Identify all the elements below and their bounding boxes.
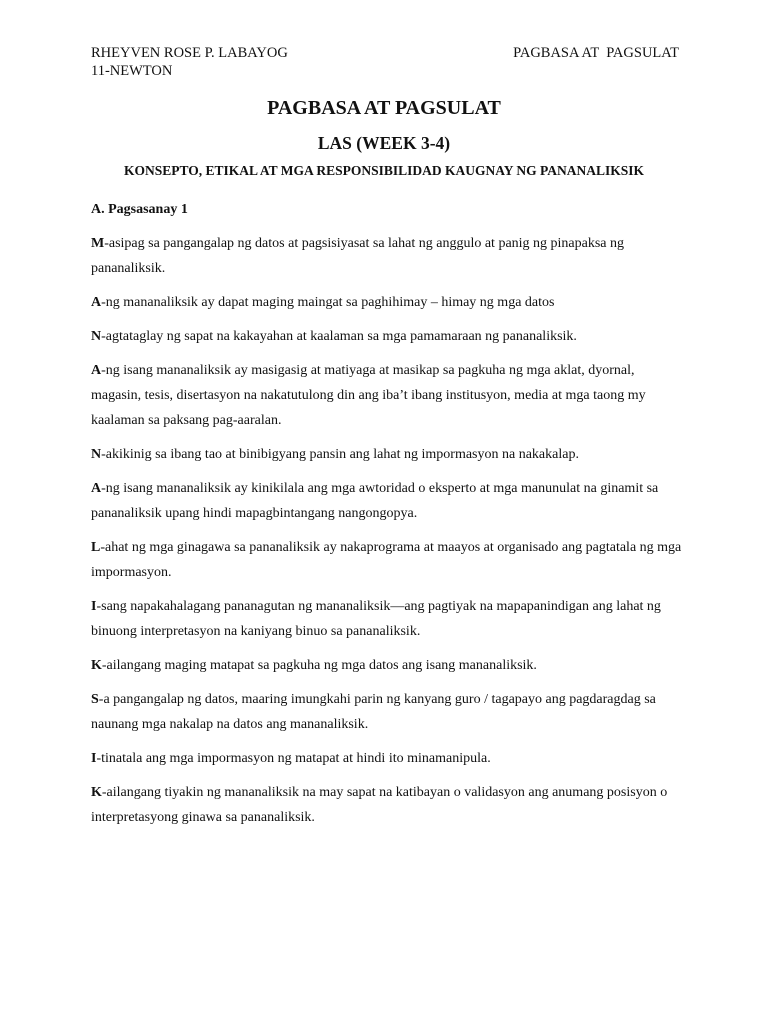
item-letter: L <box>91 540 101 555</box>
acrostic-item <box>91 653 683 678</box>
item-letter: A <box>91 363 102 378</box>
author-section: 11-NEWTON <box>91 63 173 79</box>
item-text: -ahat ng mga ginagawa sa pananaliksik ay nakaprograma at maayos at organisado ang pagtatala ng mga impormasyon. <box>91 540 682 580</box>
section-label: A. Pagsasanay 1 <box>91 202 188 217</box>
document-topic: KONSEPTO, ETIKAL AT MGA RESPONSIBILIDAD KAUGNAY NG PANANALIKSIK <box>123 163 645 178</box>
item-letter: I <box>91 599 97 614</box>
acrostic-item <box>91 535 683 585</box>
item-text: -ailangang tiyakin ng mananaliksik na may sapat na katibayan o validasyon ang anumang posisyon o interpretasyong ginawa sa pananaliksik. <box>91 785 668 825</box>
author-name: RHEYVEN ROSE P. LABAYOG <box>91 45 288 61</box>
acrostic-item <box>91 231 683 281</box>
item-letter: A <box>91 481 102 496</box>
item-text: -sang napakahalagang pananagutan ng mananaliksik—ang pagtiyak na mapapanindigan ang lahat ng binuong interpretasyon na kaniyang binuo sa pananaliksik. <box>91 599 661 639</box>
author-block <box>91 44 288 80</box>
acrostic-item <box>91 358 683 433</box>
item-letter: I <box>91 751 97 766</box>
item-text: -a pangangalap ng datos, maaring imungkahi parin ng kanyang guro / tagapayo ang pagdaragdag sa naunang mga nakalap na datos ang mananaliksik. <box>91 692 656 732</box>
acrostic-item <box>91 780 683 830</box>
acrostic-item <box>91 476 683 526</box>
item-text: -ailangang maging matapat sa pagkuha ng mga datos ang isang mananaliksik. <box>101 658 537 673</box>
acrostic-item <box>91 687 683 737</box>
item-text: -asipag sa pangangalap ng datos at pagsisiyasat sa lahat ng anggulo at panig ng pinapaksa ng pananaliksik. <box>91 236 625 276</box>
acrostic-item <box>91 324 683 349</box>
item-text: -ng isang mananaliksik ay kinikilala ang mga awtoridad o eksperto at mga manunulat na ginamit sa pananaliksik upang hindi mapagbintangang nangongopya. <box>91 481 659 521</box>
document-body <box>91 197 683 839</box>
acrostic-item <box>91 746 683 771</box>
document-subtitle: LAS (WEEK 3-4) <box>317 133 451 153</box>
item-letter: M <box>91 236 105 251</box>
item-letter: K <box>91 785 102 800</box>
item-text: -ng mananaliksik ay dapat maging maingat sa paghihimay – himay ng mga datos <box>101 295 555 310</box>
item-text: -ng isang mananaliksik ay masigasig at matiyaga at masikap sa pagkuha ng mga aklat, dyornal, magasin, tesis, disertasyon na nakatutulong din ang iba’t ibang institusyon, media at mga taong my kaalaman sa paksang pag-aaralan. <box>91 363 646 428</box>
item-text: -agtataglay ng sapat na kakayahan at kaalaman sa mga pamamaraan ng pananaliksik. <box>101 329 577 344</box>
item-letter: A <box>91 295 102 310</box>
header-subject: PAGBASA AT PAGSULAT <box>513 45 679 61</box>
item-text: -akikinig sa ibang tao at binibigyang pansin ang lahat ng impormasyon na nakakalap. <box>101 447 579 462</box>
item-text: -tinatala ang mga impormasyon ng matapat at hindi ito minamanipula. <box>96 751 491 766</box>
item-letter: K <box>91 658 102 673</box>
acrostic-item <box>91 594 683 644</box>
acrostic-item <box>91 442 683 467</box>
item-letter: N <box>91 447 102 462</box>
item-letter: N <box>91 329 102 344</box>
acrostic-item <box>91 290 683 315</box>
item-letter: S <box>91 692 99 707</box>
document-title: PAGBASA AT PAGSULAT <box>267 97 501 119</box>
